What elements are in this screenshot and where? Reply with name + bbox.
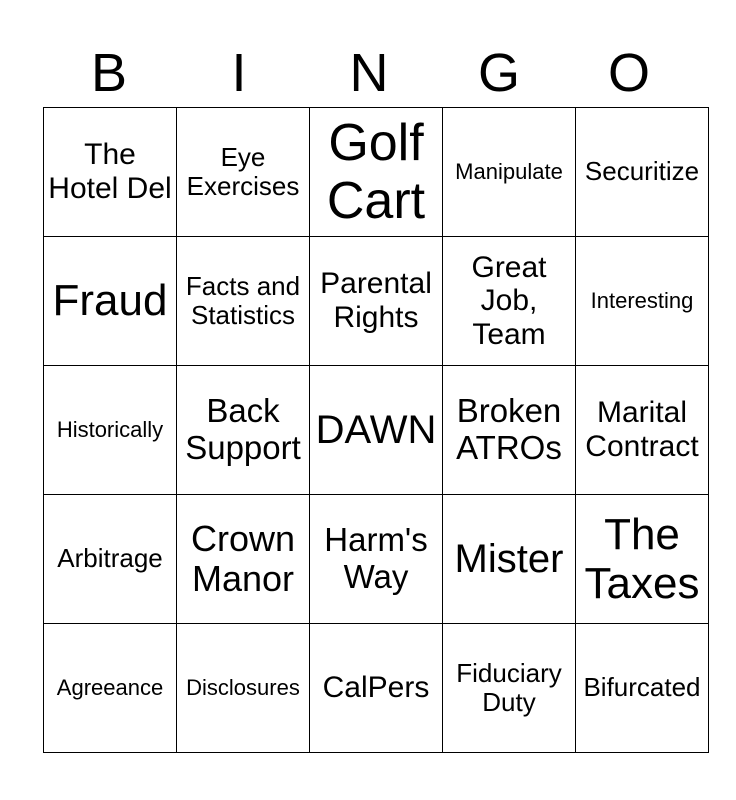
bingo-cell[interactable]: Agreeance xyxy=(44,624,177,753)
bingo-cell[interactable]: Fiduciary Duty xyxy=(443,624,576,753)
bingo-board xyxy=(43,107,709,753)
board-row xyxy=(44,108,709,237)
bingo-cell[interactable]: Eye Exercises xyxy=(177,108,310,237)
bingo-cell[interactable]: Marital Contract xyxy=(576,366,709,495)
bingo-cell[interactable]: DAWN xyxy=(310,366,443,495)
bingo-cell[interactable]: Crown Manor xyxy=(177,495,310,624)
board-row xyxy=(44,366,709,495)
bingo-cell[interactable]: Parental Rights xyxy=(310,237,443,366)
header-letter-b: B xyxy=(90,43,128,103)
bingo-cell[interactable]: Golf Cart xyxy=(310,108,443,237)
bingo-cell[interactable]: The Hotel Del xyxy=(44,108,177,237)
bingo-header xyxy=(44,40,694,106)
bingo-cell[interactable]: Mister xyxy=(443,495,576,624)
bingo-cell[interactable]: Arbitrage xyxy=(44,495,177,624)
bingo-cell[interactable]: Fraud xyxy=(44,237,177,366)
bingo-cell[interactable]: Securitize xyxy=(576,108,709,237)
bingo-cell[interactable]: Facts and Statistics xyxy=(177,237,310,366)
bingo-cell[interactable]: Back Support xyxy=(177,366,310,495)
bingo-cell[interactable]: Bifurcated xyxy=(576,624,709,753)
board-row xyxy=(44,624,709,753)
bingo-cell[interactable]: Historically xyxy=(44,366,177,495)
header-letter-i: I xyxy=(231,43,247,103)
header-letter-g: G xyxy=(477,43,520,103)
header-letter-o: O xyxy=(607,43,650,103)
board-row xyxy=(44,495,709,624)
bingo-cell[interactable]: Interesting xyxy=(576,237,709,366)
bingo-cell[interactable]: The Taxes xyxy=(576,495,709,624)
bingo-cell[interactable]: Disclosures xyxy=(177,624,310,753)
bingo-cell[interactable]: CalPers xyxy=(310,624,443,753)
bingo-cell[interactable]: Manipulate xyxy=(443,108,576,237)
bingo-cell[interactable]: Broken ATROs xyxy=(443,366,576,495)
bingo-cell[interactable]: Great Job, Team xyxy=(443,237,576,366)
bingo-cell[interactable]: Harm's Way xyxy=(310,495,443,624)
board-row xyxy=(44,237,709,366)
header-letter-n: N xyxy=(349,43,389,103)
